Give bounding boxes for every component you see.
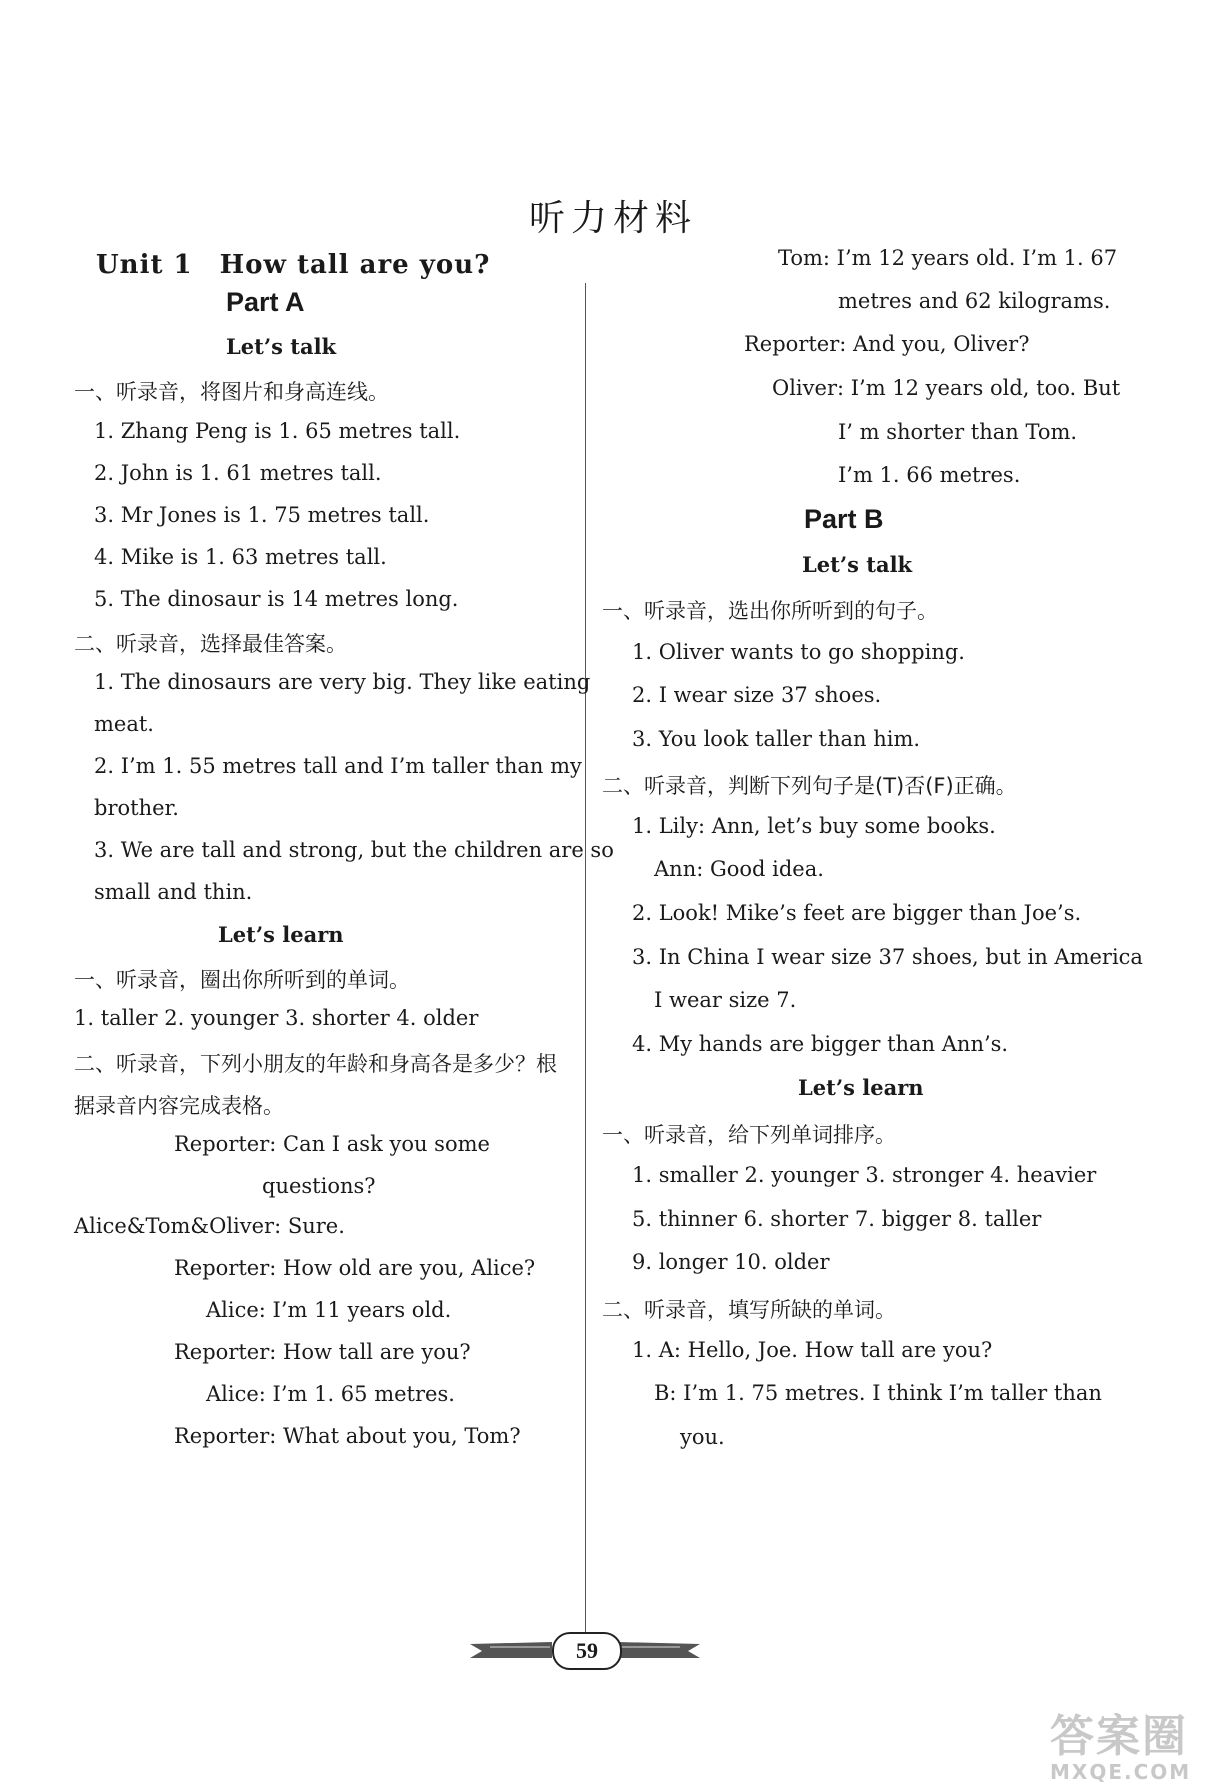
dialog-line: B: I’m 1. 75 metres. I think I’m taller than xyxy=(654,1381,1102,1405)
section-heading: 二、听录音，下列小朋友的年龄和身高各是多少？根 xyxy=(74,1052,557,1076)
list-item: 4. My hands are bigger than Ann’s. xyxy=(632,1032,1009,1056)
list-item: 2. John is 1. 61 metres tall. xyxy=(94,461,382,485)
dialog-line: 1. A: Hello, Joe. How tall are you? xyxy=(632,1338,993,1362)
dialog-line: Alice: I’m 1. 65 metres. xyxy=(206,1382,455,1406)
page-number: 59 xyxy=(552,1632,622,1670)
dialog-line: metres and 62 kilograms. xyxy=(838,289,1111,313)
list-item: meat. xyxy=(94,712,154,736)
list-item: 3. You look taller than him. xyxy=(632,727,921,751)
section-heading: 二、听录音，填写所缺的单词。 xyxy=(602,1298,896,1322)
section-heading: 一、听录音，给下列单词排序。 xyxy=(602,1123,896,1147)
section-heading: 二、听录音，判断下列句子是(T)否(F)正确。 xyxy=(602,774,1017,798)
unit-heading: Unit 1 How tall are you? xyxy=(96,250,491,280)
dialog-line: Alice&Tom&Oliver: Sure. xyxy=(74,1214,345,1238)
list-item: brother. xyxy=(94,796,179,820)
part-b-heading: Part B xyxy=(804,504,884,534)
page-footer xyxy=(470,1632,700,1668)
dialog-line: Alice: I’m 11 years old. xyxy=(206,1298,452,1322)
section-heading: 据录音内容完成表格。 xyxy=(74,1094,284,1118)
list-item: I wear size 7. xyxy=(654,988,797,1012)
list-item: 3. We are tall and strong, but the children are so xyxy=(94,838,614,862)
dialog-line: I’ m shorter than Tom. xyxy=(838,420,1078,444)
dialog-line: questions? xyxy=(262,1174,376,1198)
word-list: 5. thinner 6. shorter 7. bigger 8. taller xyxy=(632,1207,1042,1231)
word-list: 9. longer 10. older xyxy=(632,1250,830,1274)
watermark-text: 答案圈 xyxy=(1050,1711,1188,1762)
section-heading: 一、听录音，选出你所听到的句子。 xyxy=(602,599,938,623)
list-item: 5. The dinosaur is 14 metres long. xyxy=(94,587,459,611)
list-item: 2. I’m 1. 55 metres tall and I’m taller than my xyxy=(94,754,582,778)
part-a-heading: Part A xyxy=(226,287,305,317)
list-item: 2. Look! Mike’s feet are bigger than Joe’s. xyxy=(632,901,1082,925)
list-item: 1. Zhang Peng is 1. 65 metres tall. xyxy=(94,419,461,443)
lets-learn-heading: Let’s learn xyxy=(798,1075,924,1100)
list-item: 4. Mike is 1. 63 metres tall. xyxy=(94,545,387,569)
dialog-line: Reporter: What about you, Tom? xyxy=(174,1424,521,1448)
section-heading: 一、听录音，圈出你所听到的单词。 xyxy=(74,968,410,992)
list-item: 1. Oliver wants to go shopping. xyxy=(632,640,965,664)
dialog-line: I’m 1. 66 metres. xyxy=(838,463,1021,487)
column-divider xyxy=(585,283,586,1653)
section-heading: 二、听录音，选择最佳答案。 xyxy=(74,632,347,656)
dialog-line: Reporter: How tall are you? xyxy=(174,1340,471,1364)
dialog-line: Reporter: Can I ask you some xyxy=(174,1132,490,1156)
watermark xyxy=(1050,1700,1220,1788)
list-item: 3. In China I wear size 37 shoes, but in America xyxy=(632,945,1143,969)
lets-talk-heading: Let’s talk xyxy=(802,552,913,577)
list-item: small and thin. xyxy=(94,880,253,904)
list-item: 2. I wear size 37 shoes. xyxy=(632,683,882,707)
lets-learn-heading: Let’s learn xyxy=(218,922,344,947)
list-item: 3. Mr Jones is 1. 75 metres tall. xyxy=(94,503,430,527)
list-item: Ann: Good idea. xyxy=(654,857,824,881)
dialog-line: Oliver: I’m 12 years old, too. But xyxy=(772,376,1121,400)
lets-talk-heading: Let’s talk xyxy=(226,334,337,359)
word-list: 1. taller 2. younger 3. shorter 4. older xyxy=(74,1006,479,1030)
list-item: 1. The dinosaurs are very big. They like eating xyxy=(94,670,591,694)
dialog-line: Reporter: How old are you, Alice? xyxy=(174,1256,536,1280)
watermark-url: MXQE.COM xyxy=(1050,1760,1192,1784)
dialog-line: you. xyxy=(680,1425,725,1449)
word-list: 1. smaller 2. younger 3. stronger 4. heavier xyxy=(632,1163,1097,1187)
page-title: 听力材料 xyxy=(528,198,697,239)
dialog-line: Reporter: And you, Oliver? xyxy=(744,332,1030,356)
section-heading: 一、听录音，将图片和身高连线。 xyxy=(74,380,389,404)
list-item: 1. Lily: Ann, let’s buy some books. xyxy=(632,814,996,838)
dialog-line: Tom: I’m 12 years old. I’m 1. 67 xyxy=(778,246,1118,270)
